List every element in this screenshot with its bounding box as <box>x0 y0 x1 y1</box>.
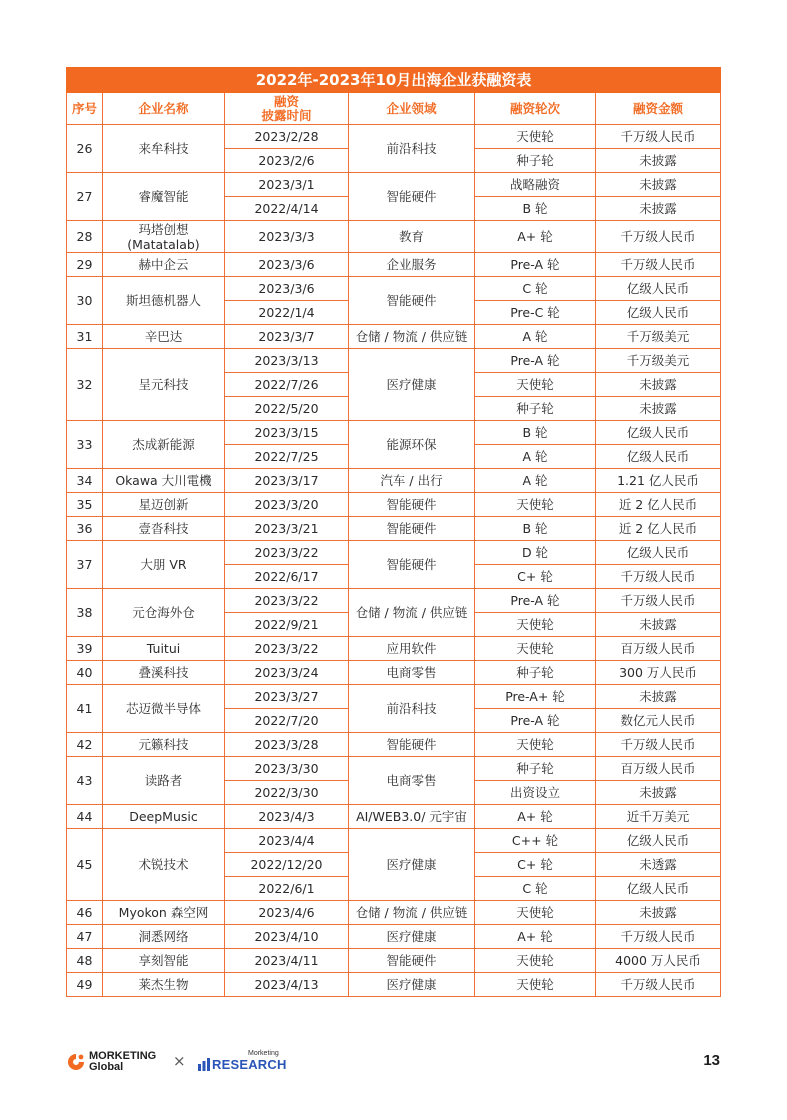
table-row <box>67 949 721 973</box>
row-date: 2023/3/27 <box>225 685 349 709</box>
row-field: 智能硬件 <box>349 493 475 517</box>
table-row <box>67 661 721 685</box>
row-amount: 4000 万人民币 <box>596 949 721 973</box>
row-amount: 未披露 <box>596 197 721 221</box>
row-amount: 未披露 <box>596 613 721 637</box>
row-round: B 轮 <box>475 517 596 541</box>
row-amount: 千万级人民币 <box>596 565 721 589</box>
row-company: 辛巴达 <box>103 325 225 349</box>
row-amount: 未透露 <box>596 853 721 877</box>
row-round: 天使轮 <box>475 613 596 637</box>
table-row <box>67 277 721 301</box>
table-row <box>67 493 721 517</box>
header-round: 融资轮次 <box>475 93 596 125</box>
table-row <box>67 829 721 853</box>
row-round: 天使轮 <box>475 901 596 925</box>
row-company: DeepMusic <box>103 805 225 829</box>
row-seq: 29 <box>67 253 103 277</box>
row-date: 2023/3/7 <box>225 325 349 349</box>
row-round: A 轮 <box>475 445 596 469</box>
page-number: 13 <box>703 1052 720 1069</box>
row-company: 呈元科技 <box>103 349 225 421</box>
row-field: 前沿科技 <box>349 125 475 173</box>
row-date: 2023/2/6 <box>225 149 349 173</box>
row-amount: 亿级人民币 <box>596 829 721 853</box>
row-amount: 亿级人民币 <box>596 445 721 469</box>
row-round: Pre-A 轮 <box>475 349 596 373</box>
row-amount: 未披露 <box>596 685 721 709</box>
row-company: Okawa 大川電機 <box>103 469 225 493</box>
row-company: 杰成新能源 <box>103 421 225 469</box>
header-field: 企业领域 <box>349 93 475 125</box>
row-date: 2022/9/21 <box>225 613 349 637</box>
row-field: 电商零售 <box>349 661 475 685</box>
row-round: B 轮 <box>475 421 596 445</box>
row-amount: 亿级人民币 <box>596 421 721 445</box>
row-amount: 千万级人民币 <box>596 733 721 757</box>
row-field: 仓储 / 物流 / 供应链 <box>349 589 475 637</box>
row-date: 2023/3/22 <box>225 637 349 661</box>
row-round: 天使轮 <box>475 373 596 397</box>
row-seq: 48 <box>67 949 103 973</box>
row-round: 天使轮 <box>475 637 596 661</box>
row-round: C 轮 <box>475 277 596 301</box>
row-seq: 42 <box>67 733 103 757</box>
header-time <box>225 93 349 125</box>
row-round: A+ 轮 <box>475 221 596 253</box>
row-amount: 亿级人民币 <box>596 301 721 325</box>
row-date: 2022/4/14 <box>225 197 349 221</box>
row-amount: 未披露 <box>596 901 721 925</box>
table-row <box>67 221 721 253</box>
morketing-logo-icon <box>66 1052 86 1072</box>
row-date: 2023/3/22 <box>225 589 349 613</box>
row-date: 2022/7/26 <box>225 373 349 397</box>
row-amount: 未披露 <box>596 397 721 421</box>
row-field: 能源环保 <box>349 421 475 469</box>
row-amount: 近 2 亿人民币 <box>596 493 721 517</box>
table-row <box>67 805 721 829</box>
row-date: 2023/2/28 <box>225 125 349 149</box>
financing-table-container <box>66 67 720 997</box>
header-time-line1: 融资 <box>273 93 299 109</box>
row-round: 种子轮 <box>475 757 596 781</box>
table-row <box>67 173 721 197</box>
row-seq: 31 <box>67 325 103 349</box>
row-amount: 百万级人民币 <box>596 637 721 661</box>
row-seq: 32 <box>67 349 103 421</box>
table-row <box>67 541 721 565</box>
row-round: A 轮 <box>475 325 596 349</box>
header-amount: 融资金额 <box>596 93 721 125</box>
table-row <box>67 685 721 709</box>
row-seq: 40 <box>67 661 103 685</box>
row-round: A 轮 <box>475 469 596 493</box>
row-seq: 28 <box>67 221 103 253</box>
row-company: 星迈创新 <box>103 493 225 517</box>
table-row <box>67 125 721 149</box>
row-company: 莱杰生物 <box>103 973 225 997</box>
row-date: 2023/3/30 <box>225 757 349 781</box>
row-round: A+ 轮 <box>475 925 596 949</box>
row-seq: 39 <box>67 637 103 661</box>
row-company <box>103 221 225 253</box>
row-field: 智能硬件 <box>349 541 475 589</box>
row-seq: 44 <box>67 805 103 829</box>
row-round: 天使轮 <box>475 125 596 149</box>
row-company: 赫中企云 <box>103 253 225 277</box>
row-amount: 未披露 <box>596 149 721 173</box>
row-company: Myokon 森空网 <box>103 901 225 925</box>
row-date: 2022/3/30 <box>225 781 349 805</box>
times-sign: × <box>173 1052 186 1070</box>
row-seq: 26 <box>67 125 103 173</box>
row-amount: 千万级人民币 <box>596 925 721 949</box>
table-row <box>67 925 721 949</box>
row-date: 2023/4/4 <box>225 829 349 853</box>
row-amount: 1.21 亿人民币 <box>596 469 721 493</box>
row-company-line1: 玛塔创想 <box>138 221 189 237</box>
row-date: 2022/6/1 <box>225 877 349 901</box>
row-round: C 轮 <box>475 877 596 901</box>
row-date: 2023/3/15 <box>225 421 349 445</box>
row-date: 2023/3/20 <box>225 493 349 517</box>
row-company: 叠溪科技 <box>103 661 225 685</box>
row-amount: 近千万美元 <box>596 805 721 829</box>
row-company: 读路者 <box>103 757 225 805</box>
row-amount: 千万级人民币 <box>596 253 721 277</box>
row-company: 来牟科技 <box>103 125 225 173</box>
header-seq: 序号 <box>67 93 103 125</box>
row-round: A+ 轮 <box>475 805 596 829</box>
table-row <box>67 757 721 781</box>
logo2-big: RESEARCH <box>212 1057 287 1072</box>
table-body <box>67 125 721 997</box>
row-round: 战略融资 <box>475 173 596 197</box>
row-round: C+ 轮 <box>475 565 596 589</box>
table-row <box>67 901 721 925</box>
row-company: 大朋 VR <box>103 541 225 589</box>
header-company: 企业名称 <box>103 93 225 125</box>
row-amount: 千万级美元 <box>596 349 721 373</box>
row-field: 前沿科技 <box>349 685 475 733</box>
row-amount: 数亿元人民币 <box>596 709 721 733</box>
row-date: 2023/3/3 <box>225 221 349 253</box>
row-amount: 千万级人民币 <box>596 221 721 253</box>
row-amount: 亿级人民币 <box>596 277 721 301</box>
table-row <box>67 517 721 541</box>
row-field: 电商零售 <box>349 757 475 805</box>
page-footer <box>66 1048 720 1076</box>
row-date: 2023/3/24 <box>225 661 349 685</box>
logo1-line1: MORKETING <box>89 1050 157 1062</box>
row-amount: 千万级人民币 <box>596 125 721 149</box>
row-round: Pre-C 轮 <box>475 301 596 325</box>
row-field: 医疗健康 <box>349 973 475 997</box>
row-round: 天使轮 <box>475 733 596 757</box>
row-date: 2023/3/28 <box>225 733 349 757</box>
row-company: 壹沓科技 <box>103 517 225 541</box>
row-amount: 300 万人民币 <box>596 661 721 685</box>
row-field: 医疗健康 <box>349 925 475 949</box>
row-round: 种子轮 <box>475 661 596 685</box>
row-field: 仓储 / 物流 / 供应链 <box>349 325 475 349</box>
row-seq: 38 <box>67 589 103 637</box>
table-title: 2022年-2023年10月出海企业获融资表 <box>67 68 721 93</box>
row-seq: 34 <box>67 469 103 493</box>
research-bars-icon <box>198 1058 212 1071</box>
row-date: 2022/5/20 <box>225 397 349 421</box>
row-amount: 千万级美元 <box>596 325 721 349</box>
row-field: 智能硬件 <box>349 733 475 757</box>
row-company: 芯迈微半导体 <box>103 685 225 733</box>
row-field: 应用软件 <box>349 637 475 661</box>
row-company-line2: (Matatalab) <box>127 236 200 252</box>
row-field: 智能硬件 <box>349 949 475 973</box>
row-company: Tuitui <box>103 637 225 661</box>
row-round: Pre-A 轮 <box>475 709 596 733</box>
row-seq: 49 <box>67 973 103 997</box>
row-company: 睿魔智能 <box>103 173 225 221</box>
row-date: 2023/3/17 <box>225 469 349 493</box>
row-field: 医疗健康 <box>349 829 475 901</box>
row-field: AI/WEB3.0/ 元宇宙 <box>349 805 475 829</box>
row-round: 天使轮 <box>475 493 596 517</box>
row-round: D 轮 <box>475 541 596 565</box>
row-company: 斯坦德机器人 <box>103 277 225 325</box>
row-amount: 亿级人民币 <box>596 877 721 901</box>
row-date: 2022/7/25 <box>225 445 349 469</box>
row-field: 智能硬件 <box>349 277 475 325</box>
row-field: 汽车 / 出行 <box>349 469 475 493</box>
row-amount: 未披露 <box>596 173 721 197</box>
table-row <box>67 637 721 661</box>
row-company: 享刻智能 <box>103 949 225 973</box>
row-round: B 轮 <box>475 197 596 221</box>
row-seq: 27 <box>67 173 103 221</box>
row-date: 2022/12/20 <box>225 853 349 877</box>
row-date: 2023/3/1 <box>225 173 349 197</box>
row-seq: 47 <box>67 925 103 949</box>
row-field: 企业服务 <box>349 253 475 277</box>
row-seq: 43 <box>67 757 103 805</box>
row-company: 元籁科技 <box>103 733 225 757</box>
row-date: 2023/4/3 <box>225 805 349 829</box>
row-date: 2023/4/10 <box>225 925 349 949</box>
row-date: 2023/3/6 <box>225 277 349 301</box>
row-round: Pre-A 轮 <box>475 589 596 613</box>
row-amount: 千万级人民币 <box>596 589 721 613</box>
row-amount: 近 2 亿人民币 <box>596 517 721 541</box>
row-date: 2023/4/13 <box>225 973 349 997</box>
row-date: 2023/4/11 <box>225 949 349 973</box>
row-round: 种子轮 <box>475 397 596 421</box>
row-seq: 36 <box>67 517 103 541</box>
table-row <box>67 973 721 997</box>
logo2-small: Morketing <box>248 1050 279 1057</box>
row-company: 元仓海外仓 <box>103 589 225 637</box>
row-amount: 未披露 <box>596 781 721 805</box>
row-date: 2023/3/6 <box>225 253 349 277</box>
row-seq: 35 <box>67 493 103 517</box>
table-row <box>67 421 721 445</box>
row-seq: 45 <box>67 829 103 901</box>
row-round: Pre-A 轮 <box>475 253 596 277</box>
row-amount: 百万级人民币 <box>596 757 721 781</box>
row-round: C+ 轮 <box>475 853 596 877</box>
row-date: 2023/3/13 <box>225 349 349 373</box>
row-seq: 41 <box>67 685 103 733</box>
row-date: 2022/7/20 <box>225 709 349 733</box>
table-row <box>67 349 721 373</box>
row-round: 天使轮 <box>475 949 596 973</box>
row-company: 术锐技术 <box>103 829 225 901</box>
row-round: Pre-A+ 轮 <box>475 685 596 709</box>
table-row <box>67 253 721 277</box>
morketing-research-logo <box>198 1050 288 1074</box>
row-seq: 46 <box>67 901 103 925</box>
row-round: 天使轮 <box>475 973 596 997</box>
row-field: 医疗健康 <box>349 349 475 421</box>
row-round: C++ 轮 <box>475 829 596 853</box>
table-header-row <box>67 93 721 125</box>
row-round: 出资设立 <box>475 781 596 805</box>
table-row <box>67 589 721 613</box>
logo1-line2: Global <box>89 1061 124 1073</box>
table-row <box>67 325 721 349</box>
row-field: 教育 <box>349 221 475 253</box>
row-amount: 千万级人民币 <box>596 973 721 997</box>
row-amount: 未披露 <box>596 373 721 397</box>
row-seq: 37 <box>67 541 103 589</box>
row-seq: 33 <box>67 421 103 469</box>
row-date: 2022/6/17 <box>225 565 349 589</box>
row-date: 2023/3/21 <box>225 517 349 541</box>
financing-table <box>66 67 721 997</box>
row-amount: 亿级人民币 <box>596 541 721 565</box>
row-date: 2023/3/22 <box>225 541 349 565</box>
row-round: 种子轮 <box>475 149 596 173</box>
row-field: 智能硬件 <box>349 517 475 541</box>
row-field: 智能硬件 <box>349 173 475 221</box>
table-row <box>67 733 721 757</box>
header-time-line2: 披露时间 <box>261 107 312 123</box>
row-field: 仓储 / 物流 / 供应链 <box>349 901 475 925</box>
row-date: 2023/4/6 <box>225 901 349 925</box>
table-row <box>67 469 721 493</box>
row-seq: 30 <box>67 277 103 325</box>
row-company: 洞悉网络 <box>103 925 225 949</box>
row-date: 2022/1/4 <box>225 301 349 325</box>
